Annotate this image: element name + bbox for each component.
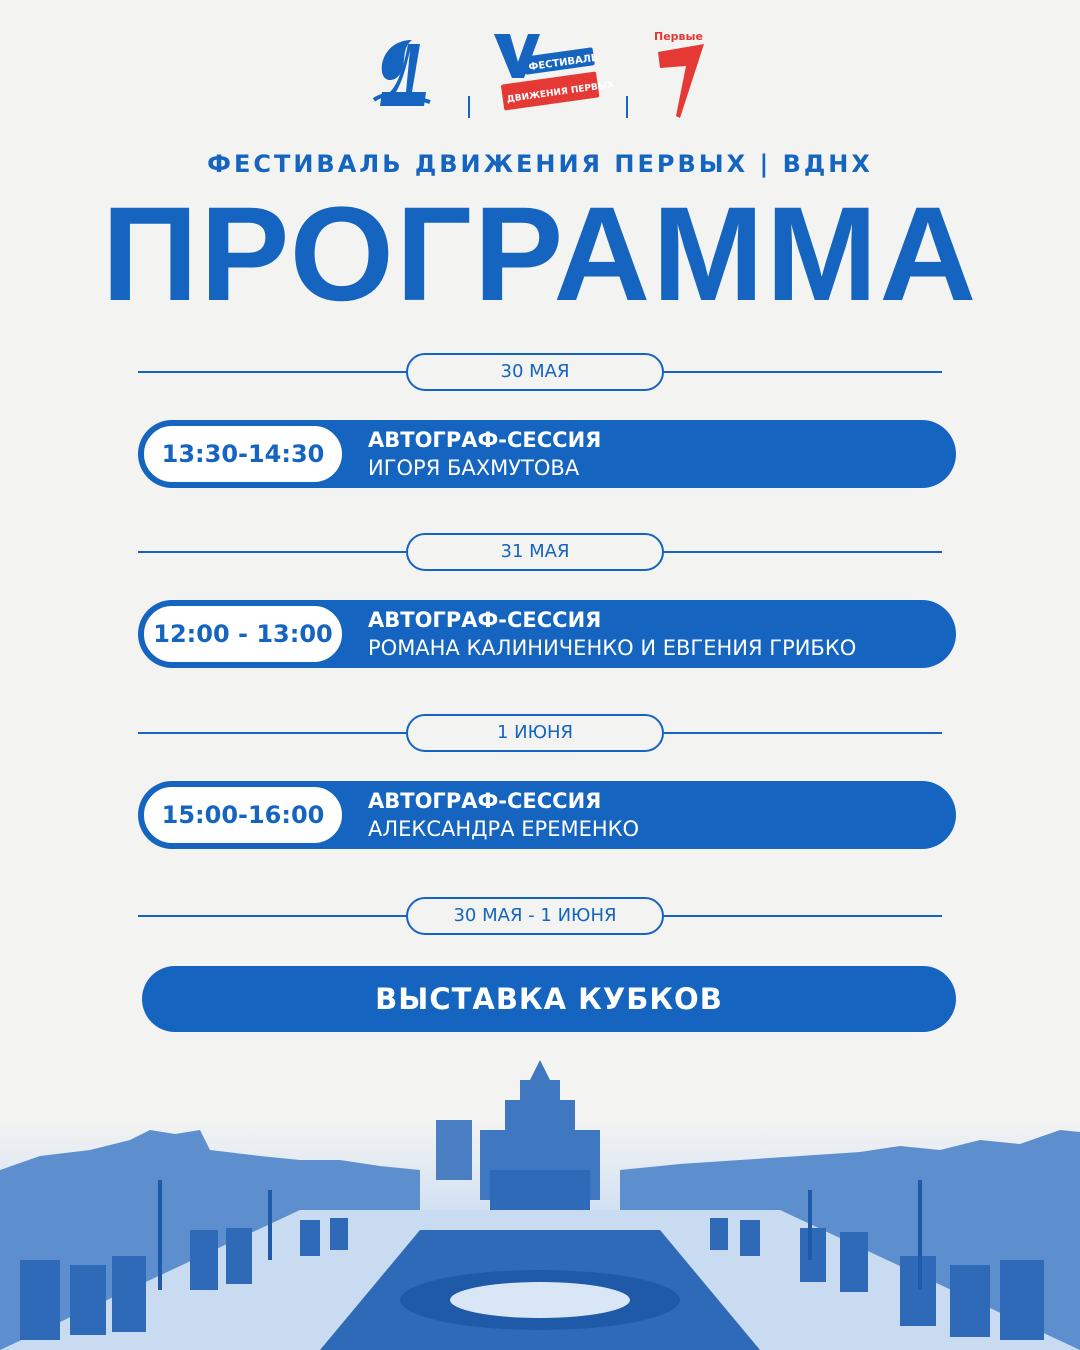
vdnh-panorama-image (0, 1060, 1080, 1350)
schedule-item (138, 420, 956, 488)
date-badge: 1 ИЮНЯ (406, 714, 664, 752)
date-divider (138, 353, 942, 391)
pervye-logo-icon (650, 28, 710, 120)
schedule-item (138, 781, 956, 849)
event-subject: АЛЕКСАНДРА ЕРЕМЕНКО (368, 817, 640, 841)
page-title: ПРОГРАММА (101, 180, 979, 329)
event-subject: РОМАНА КАЛИНИЧЕНКО И ЕВГЕНИЯ ГРИБКО (368, 636, 857, 660)
event-title: АВТОГРАФ-СЕССИЯ (368, 789, 602, 813)
festival-logo-text1: ФЕСТИВАЛЬ (527, 52, 600, 74)
pervye-logo-text: Первые (654, 30, 703, 43)
event-description (368, 787, 639, 843)
page-subtitle: ФЕСТИВАЛЬ ДВИЖЕНИЯ ПЕРВЫХ | ВДНХ (207, 150, 873, 178)
date-badge: 31 МАЯ (406, 533, 664, 571)
dynamo-logo-icon (372, 36, 432, 114)
event-description (368, 426, 601, 482)
date-divider (138, 714, 942, 752)
time-badge: 15:00-16:00 (142, 785, 344, 845)
logo-bar (0, 28, 1080, 128)
event-title: АВТОГРАФ-СЕССИЯ (368, 428, 602, 452)
event-description (368, 606, 856, 662)
time-badge: 13:30-14:30 (142, 424, 344, 484)
time-badge: 12:00 - 13:00 (142, 604, 344, 664)
event-subject: ИГОРЯ БАХМУТОВА (368, 456, 580, 480)
schedule-item (138, 600, 956, 668)
logo-separator (626, 96, 628, 118)
festival-logo-text2: ДВИЖЕНИЯ ПЕРВЫХ (506, 80, 615, 106)
date-divider (138, 897, 942, 935)
date-divider (138, 533, 942, 571)
event-title: АВТОГРАФ-СЕССИЯ (368, 608, 602, 632)
exhibition-banner: ВЫСТАВКА КУБКОВ (142, 966, 956, 1032)
logo-separator (468, 96, 470, 118)
date-badge: 30 МАЯ (406, 353, 664, 391)
date-badge: 30 МАЯ - 1 ИЮНЯ (406, 897, 664, 935)
festival-logo-icon (494, 32, 615, 114)
